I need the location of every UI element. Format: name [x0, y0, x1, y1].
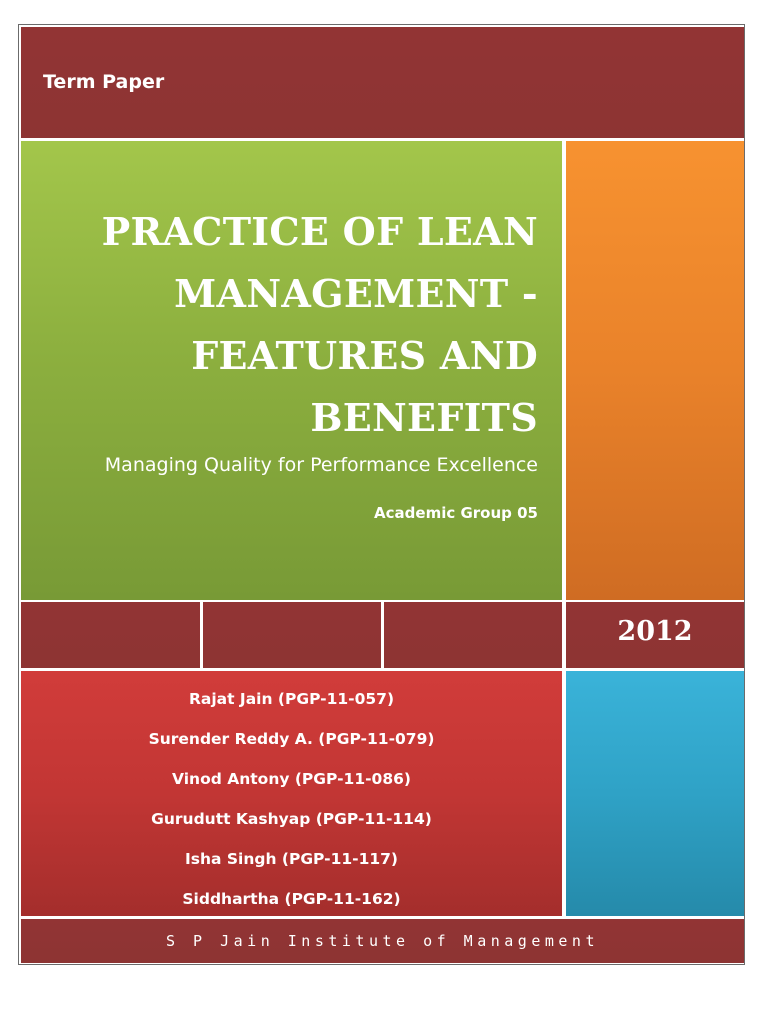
member-item: Rajat Jain (PGP-11-057) [188, 690, 395, 708]
title-line: FEATURES AND [191, 333, 538, 378]
title-line: MANAGEMENT - [174, 271, 538, 316]
title-line: BENEFITS [310, 395, 538, 440]
members-list [21, 679, 562, 919]
year-cell [566, 602, 744, 668]
title-line: PRACTICE OF LEAN [101, 209, 538, 254]
member-item: Vinod Antony (PGP-11-086) [172, 770, 411, 788]
orange-accent-panel [566, 141, 744, 600]
document-title [38, 201, 538, 449]
document-subtitle: Managing Quality for Performance Excellence [104, 454, 538, 476]
members-panel [21, 671, 562, 916]
blue-accent-panel [566, 671, 744, 916]
institute-name: S P Jain Institute of Management [166, 932, 599, 950]
year-label: 2012 [617, 616, 693, 647]
member-item: Surender Reddy A. (PGP-11-079) [148, 730, 435, 748]
divider-cell [203, 602, 381, 668]
member-item: Gurudutt Kashyap (PGP-11-114) [151, 810, 432, 828]
footer-band [21, 919, 744, 963]
member-item: Siddhartha (PGP-11-162) [182, 890, 401, 908]
divider-cell [384, 602, 562, 668]
document-type-label: Term Paper [43, 71, 165, 93]
divider-cell [21, 602, 200, 668]
member-item: Isha Singh (PGP-11-117) [184, 850, 399, 868]
academic-group: Academic Group 05 [374, 504, 538, 522]
title-panel [21, 141, 562, 600]
header-band [21, 27, 744, 138]
